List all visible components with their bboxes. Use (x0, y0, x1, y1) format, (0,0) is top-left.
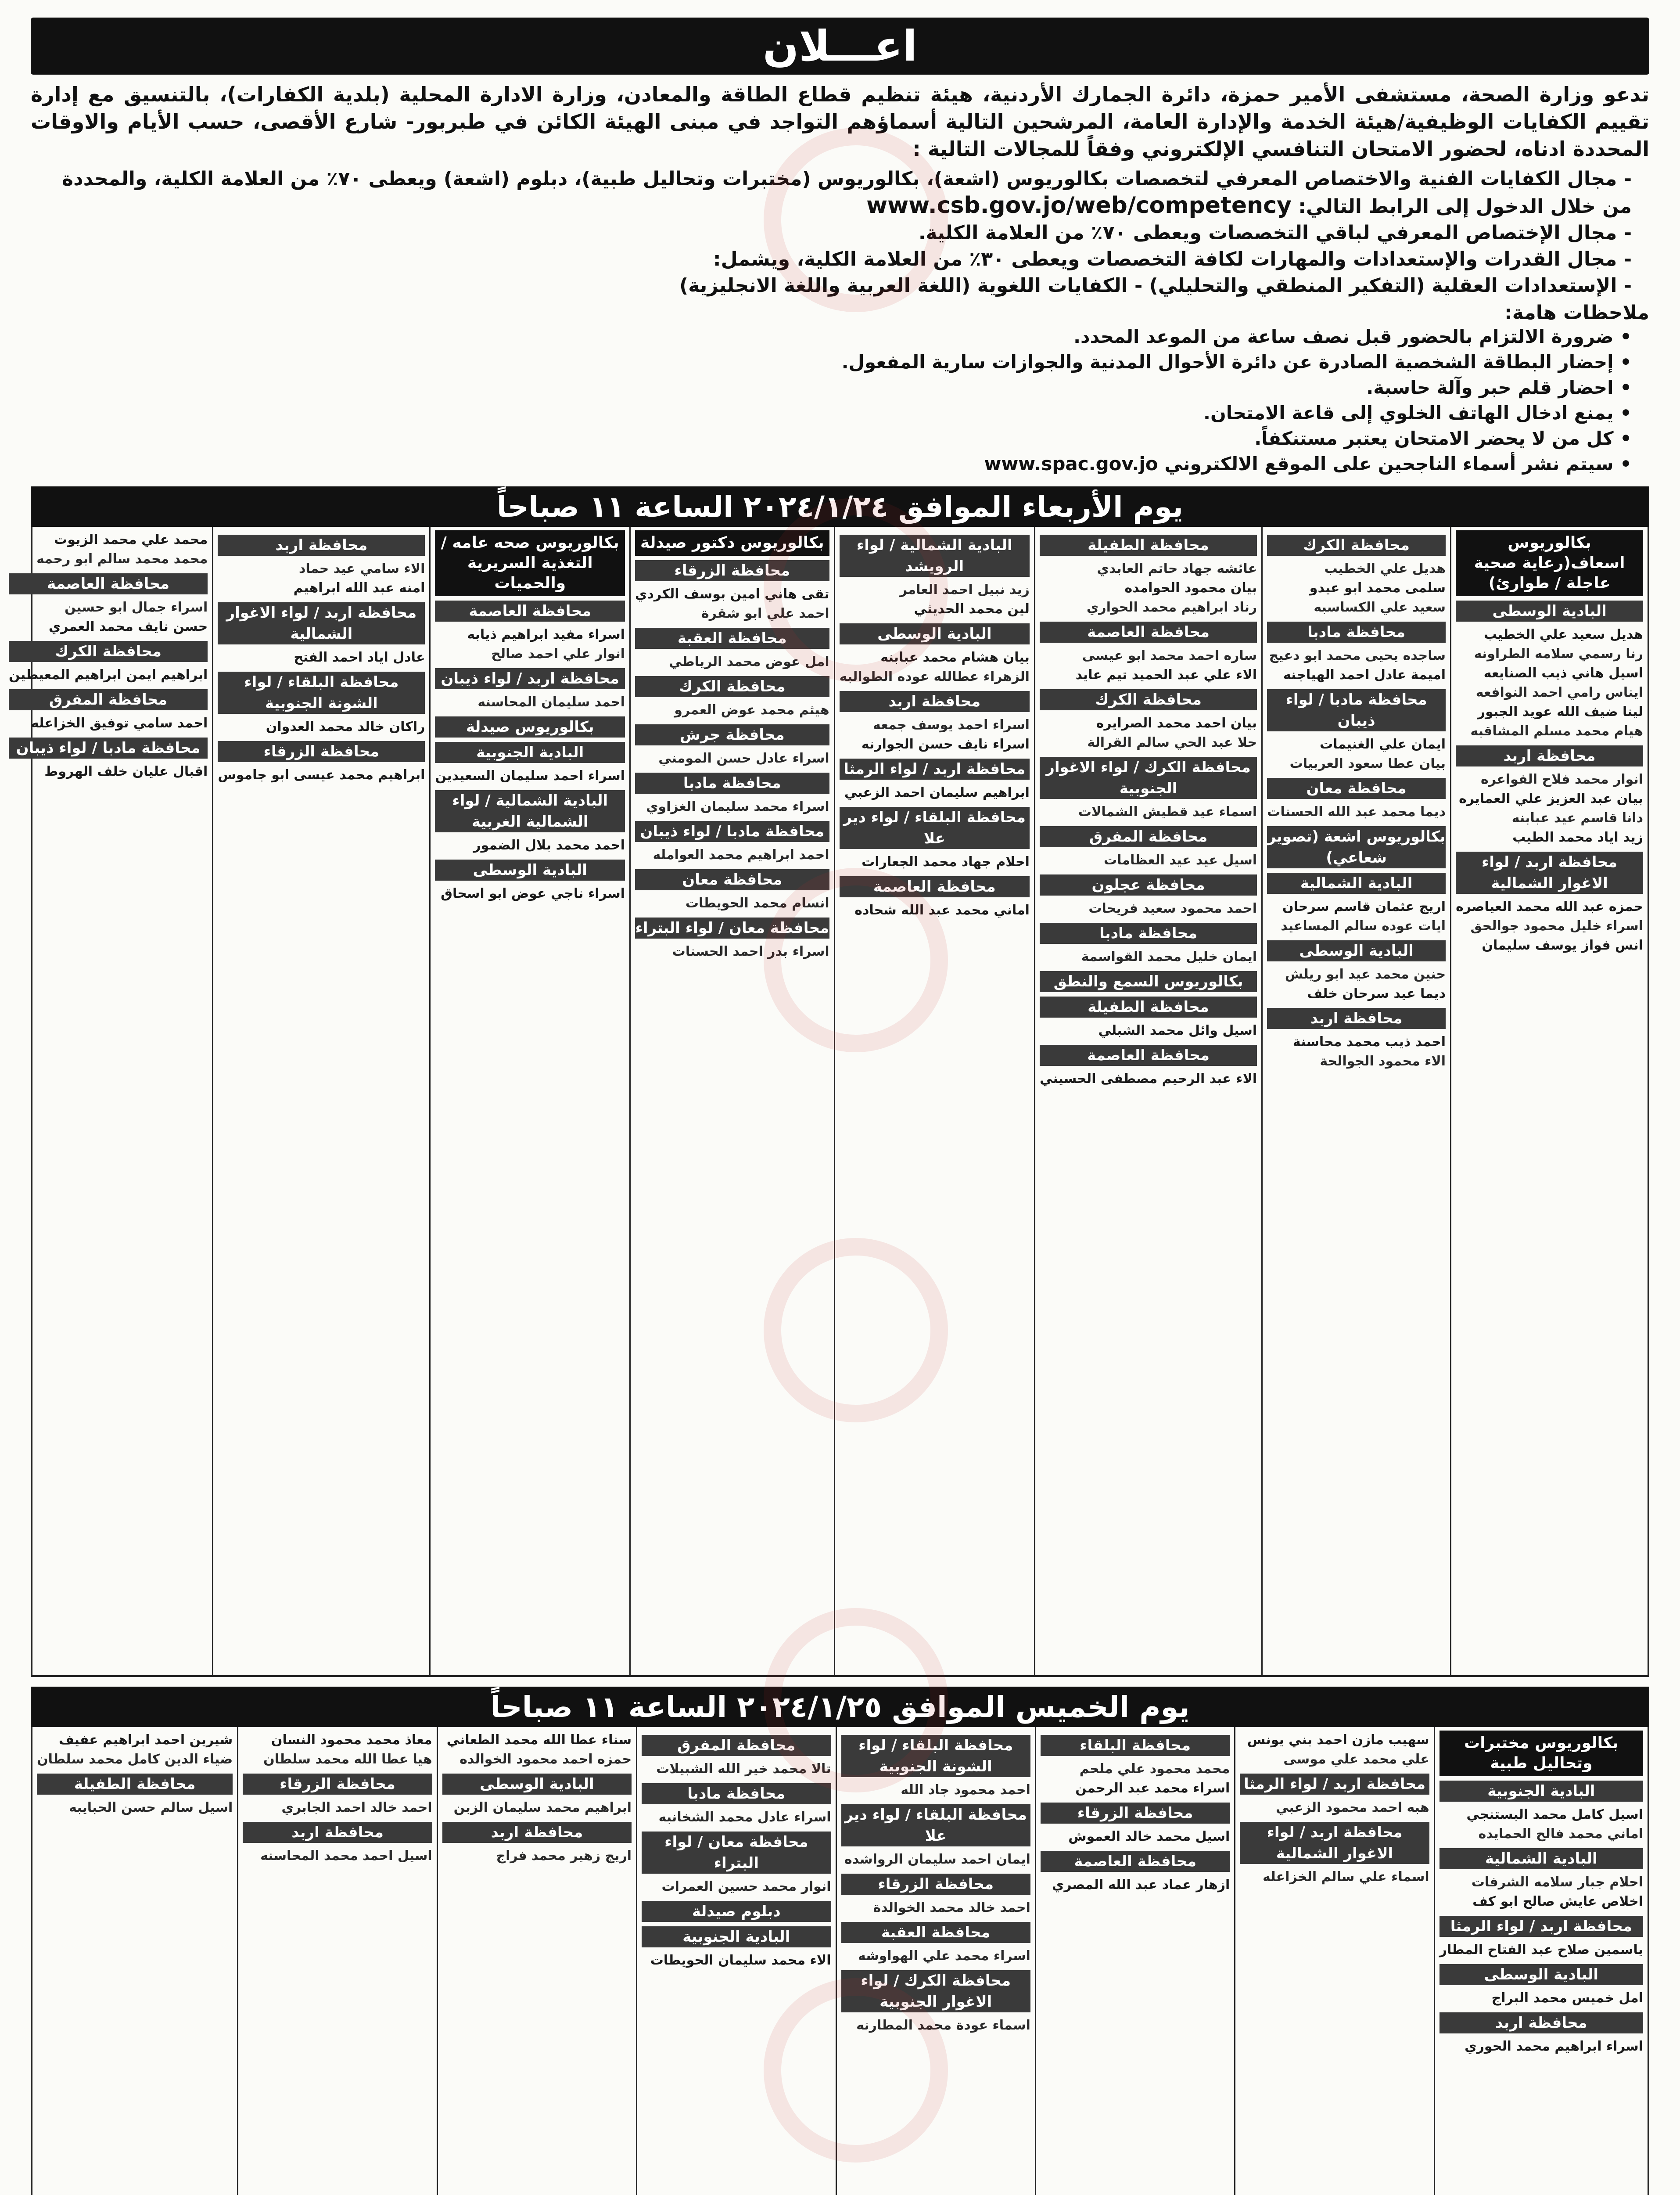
candidate-name: تقى هاني امين بوسف الكردي (635, 587, 829, 602)
candidate-name: حلا عبد الحي سالم القرالة (1087, 735, 1257, 750)
note-item: • كل من لا يحضر الامتحان يعتبر مستنكفاً. (31, 426, 1632, 451)
region-heading: محافظة البلقاء (1041, 1735, 1230, 1756)
region-heading: محافظة الزرقاء (243, 1774, 432, 1795)
field-item: - مجال الإختصاص المعرفي لباقي التخصصات ويعطى ٧٠٪ من العلامة الكلية. (31, 220, 1632, 246)
region-heading: محافظة الكرك / لواء الاغوار الجنوبية (841, 1970, 1030, 2012)
region-heading: البادية الشمالية (1439, 1848, 1643, 1869)
region-heading: محافظة العقبة (841, 1922, 1030, 1943)
notes-list (31, 324, 1649, 477)
day2-heading: يوم الخميس الموافق ٢٠٢٤/١/٢٥ الساعة ١١ صباحاً (31, 1687, 1649, 1727)
candidate-name: حنين محمد عيد ابو ريلش (1285, 967, 1446, 982)
region-heading: محافظة مادبا (642, 1783, 831, 1804)
region-heading: محافظة العاصمة (840, 876, 1030, 897)
region-heading: محافظة اربد / لواء الاغوار الشمالية (218, 602, 425, 644)
candidate-name: اماني محمد فالح الحمايده (1478, 1826, 1643, 1842)
region-heading: محافظة المفرق (9, 689, 208, 710)
candidate-name: محمد محمد سالم ابو رحمه (36, 551, 208, 567)
region-heading: محافظة مادبا / لواء ذيبان (9, 738, 208, 759)
region-heading: محافظة معان / لواء البتراء (635, 918, 829, 939)
region-heading: البادية الوسطى (1456, 601, 1643, 622)
region-heading: محافظة العاصمة (1041, 1851, 1230, 1872)
candidate-name: اسماء علي سالم الخزاعله (1263, 1869, 1429, 1885)
region-heading: البادية الجنوبية (435, 742, 625, 763)
candidates-column (429, 527, 629, 1675)
candidate-name: احمد ابراهيم محمد العوامله (653, 847, 829, 863)
region-heading: محافظة معان (635, 869, 829, 890)
region-heading: محافظة اربد / لواء ذيبان (435, 668, 625, 689)
candidate-name: هيثم محمد عوض العمرو (674, 702, 829, 718)
candidate-name: اسماء عودة محمد المطارنه (856, 2018, 1030, 2033)
candidate-name: اقبال عليان خلف الهروط (44, 764, 208, 779)
candidate-name: لينا ضيف الله عويد الجبور (1477, 704, 1643, 720)
candidate-name: ابراهيم محمد سليمان الزبن (453, 1800, 632, 1815)
candidate-name: عائشه جهاد حاتم العابدي (1097, 561, 1257, 576)
candidate-name: ازهار عماد عبد الله المصري (1052, 1877, 1230, 1893)
candidates-column (1035, 1727, 1234, 2195)
candidate-name: اماني محمد عبد الله شحاده (854, 903, 1030, 918)
region-heading: البادية الشمالية (1267, 873, 1446, 894)
region-heading: محافظة اربد / لواء الاغوار الشمالية (1240, 1822, 1429, 1864)
region-heading: محافظة العاصمة (435, 601, 625, 622)
candidate-name: ايمان علي الغنيمات (1320, 737, 1446, 752)
region-heading: محافظة اربد (1267, 1008, 1446, 1029)
candidate-name: اسراء محمد علي الهواوشه (858, 1948, 1030, 1964)
region-heading: محافظة البلقاء / لواء دير علا (841, 1804, 1030, 1846)
candidate-name: حسن نايف محمد العمري (48, 619, 208, 634)
candidate-name: اسراء احمد يوسف جمعه (873, 717, 1030, 733)
candidate-name: اخلاص عايش صالح ابو كف (1472, 1894, 1643, 1909)
region-heading: محافظة البلقاء / لواء الشونة الجنوبية (218, 672, 425, 714)
candidate-name: اسراء خليل محمود جوالحق (1470, 918, 1643, 934)
candidate-name: انوار محمد فلاح الفواعره (1480, 772, 1643, 787)
region-heading: بكالوريوس السمع والنطق (1040, 971, 1257, 992)
intro-text: تدعو وزارة الصحة، مستشفى الأمير حمزة، دائرة الجمارك الأردنية، هيئة تنظيم قطاع الطاقة والمعادن، وزارة الادارة المحلية (بلدية الكفارات)، بالتنسيق مع إدارة تقييم الكفايات الوظيفية/هيئة الخدمة والإدارة العامة، المرشحين التالية أسماؤهم التواجد في مبنى الهيئة الكائن في طبربور- شارع الأقصى، حسب الأيام والاوقات المحددة ادناه، لحضور الامتحان التنافسي الإلكتروني وفقاً للمجالات التالية : (31, 83, 1649, 161)
region-heading: محافظة الطفيلة (1040, 997, 1257, 1018)
region-heading: البادية الشمالية / لواء الرويشد (840, 535, 1030, 577)
candidate-name: تالا محمد خير الله الشبيلات (656, 1761, 831, 1777)
candidate-name: سلمى محمد ابو عيدو (1309, 580, 1446, 596)
candidates-column (834, 527, 1034, 1675)
candidate-name: حمزه احمد محمود الخوالده (459, 1752, 632, 1767)
candidates-column (629, 527, 834, 1675)
exam-fields-list (31, 166, 1649, 299)
candidate-name: هيا عطا الله محمد سلطان (263, 1752, 432, 1767)
region-heading: محافظة الزرقاء (841, 1874, 1030, 1895)
region-heading: محافظة الكرك (1267, 535, 1446, 556)
specialization-title: بكالوريوس صحه عامه / التغذية السريرية والحميات (435, 530, 625, 596)
region-heading: محافظة المفرق (642, 1735, 831, 1756)
note-item: • احضار قلم حبر وآلة حاسبة. (31, 375, 1632, 400)
candidate-name: بيان محمود الحوامده (1124, 580, 1257, 596)
candidate-name: رناد ابراهيم محمد الحواري (1086, 600, 1257, 615)
candidate-name: محمد علي محمد الزيوت (54, 532, 208, 547)
field-item: - الإستعدادات العقلية (التفكير المنطقي والتحليلي) - الكفايات اللغوية (اللغة العربية واللغة الانجليزية) (31, 273, 1632, 299)
candidate-name: اسيل وائل محمد الشبلي (1098, 1023, 1257, 1038)
region-heading: محافظة الطفيلة (1040, 535, 1257, 556)
candidate-name: ايات عوده سالم المساعيد (1281, 918, 1446, 934)
region-heading: محافظة اربد / لواء الرمثا (840, 759, 1030, 780)
candidate-name: رنا رسمي سلامه الطراونه (1474, 646, 1643, 662)
candidate-name: انسام محمد الحويطات (685, 896, 829, 911)
region-heading: البادية الوسطى (1439, 1964, 1643, 1985)
candidate-name: الزهراء عطالله عوده الطوالبه (839, 669, 1030, 684)
candidate-name: احمد محمد بلال الضمور (473, 838, 625, 853)
candidate-name: الاء علي عبد الحميد تيم عايد (1075, 667, 1257, 683)
candidate-name: اسيل احمد محمد المحاسنه (260, 1848, 432, 1864)
specialization-title: بكالوريوس دكتور صيدلة (635, 530, 829, 556)
region-heading: بكالوريوس صيدلة (435, 716, 625, 738)
candidates-column (636, 1727, 835, 2195)
candidate-name: ابراهيم سليمان احمد الزعبي (844, 785, 1030, 800)
candidate-name: احمد خالد احمد الجابري (281, 1800, 432, 1815)
candidate-name: علي محمد علي موسى (1283, 1752, 1429, 1767)
candidate-name: احلام جهاد محمد الجعارات (862, 854, 1030, 870)
region-heading: محافظة الزرقاء (635, 560, 829, 581)
region-heading: محافظة الكرك (1040, 689, 1257, 710)
region-heading: محافظة اربد / لواء الاغوار الشمالية (1456, 852, 1643, 894)
candidates-column (836, 1727, 1035, 2195)
candidate-name: بيان عطا سعود العربيات (1289, 756, 1446, 771)
candidates-column (1434, 1727, 1648, 2195)
candidate-name: بيان هشام محمد عبابنه (880, 650, 1030, 665)
candidate-name: اريج زهير محمد فراج (496, 1848, 632, 1864)
region-heading: دبلوم صيدلة (642, 1901, 831, 1922)
candidate-name: معاذ محمد محمود النسان (271, 1732, 432, 1748)
specialization-title: بكالوريوس اسعاف(رعاية صحية عاجلة / طوارئ) (1456, 530, 1643, 596)
candidate-name: ايناس رامي احمد النوافعه (1475, 685, 1643, 700)
candidate-name: سناء عطا الله محمد الطعاني (446, 1732, 632, 1748)
note-item: • إحضار البطاقة الشخصية الصادرة عن دائرة الأحوال المدنية والجوازات سارية المفعول. (31, 349, 1632, 375)
region-heading: محافظة الكرك / لواء الاغوار الجنوبية (1040, 757, 1257, 799)
candidate-name: بيان عبد العزيز علي العمايره (1459, 791, 1643, 806)
candidate-name: اسراء محمد سليمان الغزاوي (646, 799, 829, 814)
region-heading: محافظة المفرق (1040, 826, 1257, 847)
candidate-name: احمد ذيب محمد محاسنة (1292, 1034, 1446, 1050)
candidate-name: دانا قاسم عيد عبابنه (1511, 810, 1643, 826)
region-heading: محافظة عجلون (1040, 874, 1257, 896)
region-heading: محافظة مادبا (635, 773, 829, 794)
region-heading: البادية الجنوبية (1439, 1781, 1643, 1802)
candidate-name: الاء محمد سليمان الحويطات (650, 1953, 831, 1968)
region-heading: محافظة البلقاء / لواء دير علا (840, 807, 1030, 849)
candidate-name: ساره احمد محمد ابو عيسى (1082, 648, 1257, 663)
competency-link[interactable]: www.csb.gov.jo/web/competency (866, 192, 1292, 219)
note-item: • يمنع ادخال الهاتف الخلوي إلى قاعة الامتحان. (31, 400, 1632, 426)
candidate-name: الاء عبد الرحيم مصطفى الحسيني (1039, 1071, 1257, 1087)
candidate-name: هيام محمد مسلم المشاقبه (1470, 723, 1643, 739)
candidate-name: اسيل كامل محمد البستنجي (1466, 1807, 1643, 1822)
region-heading: محافظة مادبا (1267, 622, 1446, 643)
candidate-name: اريج عثمان قاسم سرحان (1282, 899, 1446, 914)
candidate-name: ديما عيد سرحان خلف (1307, 986, 1446, 1001)
candidates-column (437, 1727, 636, 2195)
region-heading: محافظة العاصمة (9, 573, 208, 594)
candidates-column (1234, 1727, 1433, 2195)
region-heading: محافظة الكرك (635, 676, 829, 697)
candidates-column (32, 1727, 237, 2195)
candidate-name: اسراء عادل حسن المومني (658, 751, 829, 766)
region-heading: محافظة اربد (1456, 745, 1643, 766)
candidate-name: اسيل سالم حسن الحبايبه (69, 1800, 233, 1815)
candidate-name: انوار علي احمد صالح (491, 646, 625, 662)
candidate-name: الاء محمود الجوالحة (1320, 1054, 1446, 1069)
region-heading: البادية الشمالية / لواء الشمالية الغربية (435, 790, 625, 832)
candidate-name: احمد محمود جاد الله (901, 1782, 1030, 1798)
candidate-name: احمد علي ابو شقرة (701, 606, 829, 621)
announcement-title: اعـــلان (31, 18, 1649, 75)
region-heading: البادية الوسطى (1267, 940, 1446, 961)
candidates-column (4, 527, 212, 1675)
candidate-name: حمزه عبد الله محمد العياصره (1456, 899, 1643, 914)
candidate-name: اسماء عيد قطيش الشمالات (1078, 804, 1257, 820)
field-item: - مجال القدرات والإستعدادات والمهارات لكافة التخصصات ويعطى ٣٠٪ من العلامة الكلية، ويشمل: (31, 246, 1632, 273)
candidate-name: ضياء الدين كامل محمد سلطان (37, 1752, 233, 1767)
candidate-name: اميمة عادل احمد الهياجنه (1283, 667, 1446, 683)
candidate-name: اسراء محمد عبد الرحمن (1075, 1781, 1230, 1796)
candidate-name: احلام جبار سلامه الشرفات (1471, 1875, 1643, 1890)
region-heading: بكالوريوس اشعة (تصوير شعاعي) (1267, 826, 1446, 868)
region-heading: محافظة العقبة (635, 628, 829, 649)
candidate-name: اسيل محمد خالد العموش (1068, 1829, 1230, 1844)
region-heading: محافظة مادبا / لواء ذيبان (1267, 689, 1446, 731)
region-heading: محافظة الكرك (9, 641, 208, 662)
region-heading: محافظة اربد (218, 535, 425, 556)
candidate-name: بيان احمد محمد الصرايره (1096, 716, 1257, 731)
candidate-name: احمد محمود سعيد فريحات (1088, 901, 1257, 916)
candidate-name: راكان خالد محمد العدوان (266, 719, 425, 734)
region-heading: محافظة جرش (635, 724, 829, 745)
candidate-name: سعيد علي الكساسبه (1314, 600, 1446, 615)
candidate-name: اسراء مفيد ابراهيم ذيابه (467, 627, 625, 642)
candidate-name: الاء سامي عيد حماد (298, 561, 425, 576)
region-heading: محافظة العاصمة (1040, 622, 1257, 643)
candidate-name: هبه احمد محمود الزعبي (1275, 1800, 1429, 1815)
candidate-name: اسراء ابراهيم محمد الحوري (1465, 2039, 1643, 2054)
field-item: - مجال الكفايات الفنية والاختصاص المعرفي لتخصصات بكالوريوس (اشعة)، بكالوريوس (مختبرات وتحاليل طبية)، دبلوم (اشعة) ويعطى ٧٠٪ من العلامة الكلية، والمحددة من خلال الدخول إلى الرابط التالي: www.csb.gov.jo/web/competency (31, 166, 1632, 220)
candidate-name: احمد سامي توفيق الخزاعله (31, 716, 208, 731)
region-heading: محافظة اربد (1439, 2012, 1643, 2033)
candidate-name: زيد نبيل احمد العامر (899, 582, 1030, 597)
region-heading: محافظة اربد (840, 691, 1030, 712)
candidates-column (237, 1727, 436, 2195)
region-heading: البادية الجنوبية (642, 1926, 831, 1947)
day1-heading: يوم الأربعاء الموافق ٢٠٢٤/١/٢٤ الساعة ١١ صباحاً (31, 486, 1649, 527)
candidate-name: احمد سليمان المحاسنه (477, 694, 625, 710)
candidate-name: محمد محمود علي ملحم (1079, 1761, 1230, 1777)
announcement-intro (31, 81, 1649, 162)
candidate-name: ابراهيم محمد عيسى ابو جاموس (218, 767, 425, 783)
candidate-name: سهيب مازن احمد بني يونس (1247, 1732, 1429, 1748)
region-heading: البادية الوسطى (435, 860, 625, 881)
candidate-name: ديما محمد عبد الله الحسنات (1267, 804, 1446, 820)
region-heading: البادية الوسطى (442, 1774, 632, 1795)
day2-candidates-grid (31, 1727, 1649, 2195)
region-heading: محافظة الزرقاء (218, 741, 425, 762)
candidate-name: ايمان احمد سليمان الرواشده (844, 1852, 1030, 1867)
region-heading: محافظة الزرقاء (1041, 1803, 1230, 1824)
candidate-name: شيرين احمد ابراهيم عفيف (58, 1732, 233, 1748)
candidate-name: ساجده يحيى محمد ابو دعيج (1269, 648, 1446, 663)
candidate-name: لين محمد الحديثي (914, 601, 1030, 617)
candidate-name: امنه عبد الله ابراهيم (293, 580, 425, 596)
candidate-name: اسيل عيد عيد العظامات (1103, 853, 1257, 868)
candidates-column (1450, 527, 1648, 1675)
region-heading: محافظة مادبا / لواء ذيبان (635, 821, 829, 842)
day1-candidates-grid (8, 527, 1649, 1677)
candidate-name: اسراء عادل محمد الشخانبه (658, 1810, 831, 1825)
candidate-name: ايمان خليل محمد القواسمة (1081, 949, 1257, 964)
candidate-name: احمد خالد محمد الخوالدة (873, 1900, 1030, 1915)
candidate-name: ياسمين صلاح عبد الفتاح المطار (1439, 1942, 1643, 1958)
candidates-column (1034, 527, 1261, 1675)
candidate-name: انس فواز يوسف سليمان (1482, 938, 1643, 953)
region-heading: محافظة اربد (442, 1822, 632, 1843)
note-item: • سيتم نشر أسماء الناجحين على الموقع الالكتروني www.spac.gov.jo (31, 451, 1632, 477)
candidate-name: هديل علي الخطيب (1324, 561, 1446, 576)
candidate-name: اسراء ناجي عوض ابو اسحاق (441, 886, 625, 901)
region-heading: محافظة معان (1267, 778, 1446, 799)
candidate-name: امل عوض محمد الرياطي (669, 654, 829, 669)
candidate-name: اسراء احمد سليمان السعيدين (435, 768, 625, 784)
region-heading: محافظة العاصمة (1040, 1045, 1257, 1066)
region-heading: محافظة اربد / لواء الرمثا (1439, 1916, 1643, 1937)
region-heading: محافظة البلقاء / لواء الشونة الجنوبية (841, 1735, 1030, 1777)
region-heading: محافظة اربد (243, 1822, 432, 1843)
candidate-name: اسراء بدر احمد الحسنات (672, 944, 829, 959)
region-heading: محافظة الطفيلة (37, 1774, 233, 1795)
candidate-name: ابراهيم ايمن ابراهيم المعيطين (8, 667, 208, 683)
candidate-name: زيد اياد محمد الطيب (1512, 830, 1643, 845)
candidate-name: عادل اياد احمد الفتح (294, 650, 425, 665)
notes-title: ملاحظات هامة: (1504, 302, 1649, 324)
candidate-name: انوار محمد حسين العمرات (661, 1879, 831, 1894)
region-heading: محافظة معان / لواء البتراء (642, 1832, 831, 1874)
candidate-name: اسيل هاني ذيب الصنايعه (1483, 666, 1643, 681)
candidate-name: هديل سعيد علي الخطيب (1483, 627, 1643, 642)
note-item: • ضرورة الالتزام بالحضور قبل نصف ساعة من الموعد المحدد. (31, 324, 1632, 349)
region-heading: البادية الوسطى (840, 623, 1030, 644)
candidate-name: اسراء نايف حسن الجوارنه (861, 737, 1030, 752)
specialization-title: بكالوريوس مختبرات وتحاليل طبية (1439, 1731, 1643, 1776)
candidate-name: اسراء جمال ابو حسين (65, 600, 208, 615)
candidate-name: امل خميس محمد البراج (1491, 1990, 1643, 2006)
region-heading: محافظة مادبا (1040, 923, 1257, 944)
candidates-column (212, 527, 429, 1675)
candidates-column (1261, 527, 1450, 1675)
region-heading: محافظة اربد / لواء الرمثا (1240, 1774, 1429, 1795)
